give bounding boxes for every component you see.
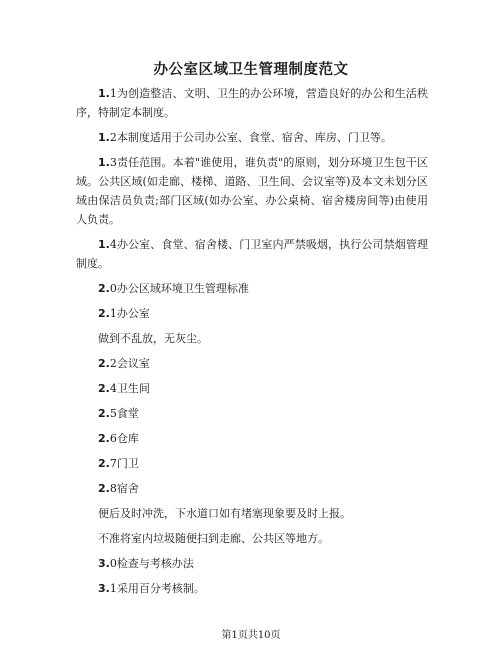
clause-number: 2. [98,282,110,295]
clause-text: 3责任范围。本着"谁使用，谁负责"的原则，划分环境卫生包干区域。公共区域(如走廊、楼梯、道路、卫生间、会议室等)及本文未划分区域由保洁员负责;部门区域(如办公室、办公桌椅、宿舍楼房间等)由使用人负责。 [76,156,428,226]
clause-number: 1. [98,131,110,144]
clause-number: 1. [98,238,110,251]
clause-text: 便后及时冲洗，下水道口如有堵塞现象要及时上报。 [98,507,351,520]
clause-number: 2. [98,482,110,495]
clause-text: 7门卫 [109,457,139,470]
clause-11 [76,454,428,473]
clause-text: 1采用百分考核制。 [109,582,205,595]
clause-text: 6仓库 [109,432,139,445]
clause-6 [76,329,428,348]
clause-text: 8宿舍 [109,482,139,495]
clause-text: 做到不乱放，无灰尘。 [98,332,208,345]
clause-text: 4办公室、食堂、宿舍楼、门卫室内严禁吸烟，执行公司禁烟管理制度。 [76,238,428,270]
clause-text: 5食堂 [109,407,139,420]
clause-text: 0检查与考核办法 [109,557,194,570]
page-footer: 第1页共10页 [221,630,281,641]
clause-12 [76,479,428,498]
clause-number: 2. [98,432,110,445]
clause-number: 2. [98,382,110,395]
clause-10 [76,429,428,448]
clause-14 [76,529,428,548]
clause-number: 2. [98,457,110,470]
clause-text: 4卫生间 [109,382,150,395]
clause-text: 2本制度适用于公司办公室、食堂、宿舍、库房、门卫等。 [109,131,392,144]
clause-text: 2会议室 [109,357,150,370]
clause-0 [76,84,428,122]
clause-7 [76,354,428,373]
clause-number: 3. [98,582,110,595]
clause-4 [76,279,428,298]
clause-text: 不准将室内垃圾随便扫到走廊、公共区等地方。 [98,532,329,545]
clause-text: 0办公区域环境卫生管理标准 [109,282,249,295]
clause-13 [76,504,428,523]
clause-text: 1为创造整洁、文明、卫生的办公环境，营造良好的办公和生活秩序，特制定本制度。 [76,87,428,119]
page-title: 办公室区域卫生管理制度范文 [153,61,349,78]
clause-number: 3. [98,557,110,570]
clause-number: 2. [98,357,110,370]
clause-number: 1. [98,87,110,100]
clause-9 [76,404,428,423]
clause-16 [76,579,428,598]
clause-15 [76,554,428,573]
clause-1 [76,128,428,147]
clause-number: 1. [98,156,110,169]
clause-number: 2. [98,307,110,320]
clause-8 [76,379,428,398]
clause-3 [76,235,428,273]
clause-5 [76,304,428,323]
clause-text: 1办公室 [109,307,150,320]
clause-number: 2. [98,407,110,420]
document-body [76,84,428,604]
clause-2 [76,153,428,229]
